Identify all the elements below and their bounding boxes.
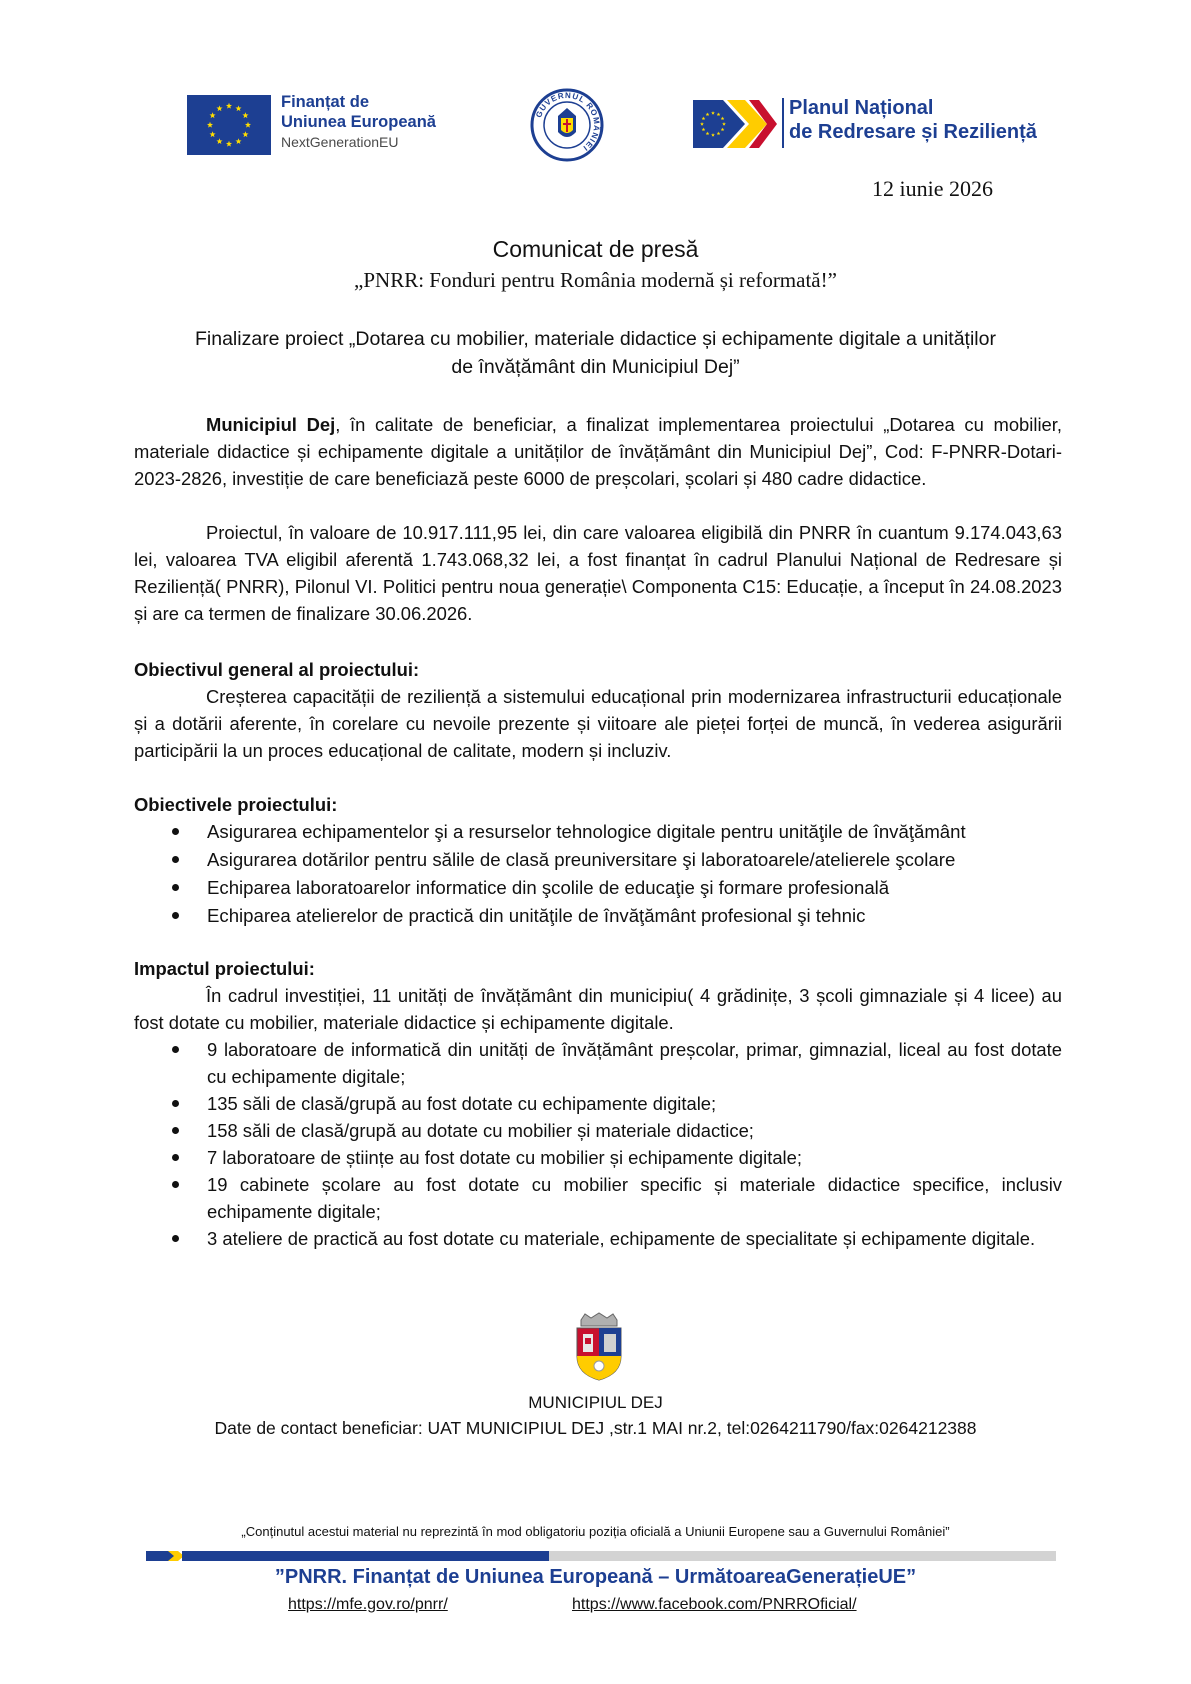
funding-paragraph: Proiectul, în valoare de 10.917.111,95 lei, din care valoarea eligibilă din PNRR în cuantum 9.174.043,63 lei, valoarea TVA eligibil aferentă 1.743.068,32 lei, a fost finanțat în cadrul Planului Național de Redresare și Reziliență( PNRR), Pilonul VI. Politici pentru noua generație\ Componenta C15: Educație, a început în 24.08.2023 și are ca termen de finalizare 30.06.2026. — [134, 522, 1062, 624]
eu-funding-logo — [187, 92, 457, 160]
pnrr-logo-line1: Planul Național — [789, 97, 934, 119]
bullet-icon — [172, 1127, 179, 1134]
bullet-icon — [172, 1154, 179, 1161]
list-item: Echiparea laboratoarelor informatice din şcolile de educaţie şi formare profesională — [134, 874, 1062, 902]
project-title-line1: Finalizare proiect „Dotarea cu mobilier, materiale didactice și echipamente digitale a unităților — [195, 328, 996, 350]
eu-flag-icon — [187, 95, 271, 155]
list-item: Echiparea atelierelor de practică din unităţile de învăţământ profesional şi tehnic — [134, 902, 1062, 930]
list-item: 9 laboratoare de informatică din unități de învățământ preșcolar, primar, gimnazial, liceal au fost dotate cu echipamente digitale; — [134, 1036, 1062, 1090]
list-item: 3 ateliere de practică au fost dotate cu materiale, echipamente de specialitate și echipamente digitale. — [134, 1225, 1062, 1252]
impact-list — [134, 1036, 1062, 1252]
pnrr-arrows-icon — [693, 100, 777, 148]
list-item: 135 săli de clasă/grupă au fost dotate cu echipamente digitale; — [134, 1090, 1062, 1117]
list-item: Asigurarea dotărilor pentru sălile de clasă preuniversitare şi laboratoarele/atelierele şcolare — [134, 846, 1062, 874]
project-title — [0, 325, 1191, 381]
page-title: Comunicat de presă — [492, 236, 699, 262]
pnrr-logo-line2: de Redresare și Reziliență — [789, 121, 1037, 143]
list-item: Asigurarea echipamentelor şi a resurselor tehnologice digitale pentru unităţile de învăţământ — [134, 818, 1062, 846]
pnrr-facebook-link[interactable]: https://www.facebook.com/PNRROficial/ — [572, 1596, 857, 1613]
beneficiary-name: Municipiul Dej — [206, 414, 336, 435]
government-seal-icon — [530, 88, 604, 162]
slogan: „PNRR: Fonduri pentru România modernă și reformată!” — [354, 268, 837, 292]
list-item: 7 laboratoare de științe au fost dotate cu mobilier și echipamente digitale; — [134, 1144, 1062, 1171]
municipality-name: MUNICIPIUL DEJ — [528, 1393, 663, 1412]
gov-seal-text: GUVERNUL ROMÂNIEI — [534, 90, 602, 154]
impact-text: În cadrul investiției, 11 unități de învățământ din municipiu( 4 grădinițe, 3 școli gimnaziale și 4 licee) au fost dotate cu mobilier, materiale didactice și echipamente digitale. — [134, 985, 1062, 1033]
document-date: 12 iunie 2026 — [872, 176, 993, 201]
project-title-line2: de învățământ din Municipiul Dej” — [451, 356, 740, 378]
eu-logo-line3: NextGenerationEU — [281, 134, 399, 150]
eu-logo-line2: Uniunea Europeană — [281, 113, 436, 131]
bullet-icon — [172, 856, 179, 863]
bullet-icon — [172, 828, 179, 835]
general-objective-text: Creșterea capacității de reziliență a sistemului educațional prin modernizarea infrastructurii educaționale și a dotării aferente, în corelare cu nevoile prezente și viitoare ale pieței forței de muncă, în vederea asigurării participării la un proces educațional de calitate, modern și incluziv. — [134, 686, 1062, 761]
bullet-icon — [172, 884, 179, 891]
contact-details: Date de contact beneficiar: UAT MUNICIPIUL DEJ ,str.1 MAI nr.2, tel:0264211790/fax:0264212388 — [214, 1418, 977, 1438]
intro-text: , în calitate de beneficiar, a finalizat implementarea proiectului „Dotarea cu mobilier, materiale didactice și echipamente digitale a unităților de învățământ din Municipiul Dej”, Cod: F-PNRR-Dotari-2023-2826, investiție de care beneficiază peste 6000 de preșcolari, școlari și 480 cadre didactice. — [134, 414, 1062, 489]
list-item: 19 cabinete școlare au fost dotate cu mobilier specific și materiale didactice specifice, inclusiv echipamente digitale; — [134, 1171, 1062, 1225]
intro-paragraph — [134, 411, 1062, 492]
bullet-icon — [172, 1235, 179, 1242]
bullet-icon — [172, 1046, 179, 1053]
disclaimer: „Conținutul acestui material nu reprezintă în mod obligatoriu poziția oficială a Uniunii Europene sau a Guvernului României” — [241, 1524, 950, 1539]
eu-logo-line1: Finanțat de — [281, 93, 370, 111]
pnrr-website-link[interactable]: https://mfe.gov.ro/pnrr/ — [288, 1596, 448, 1613]
impact-heading: Impactul proiectului: — [134, 958, 315, 979]
footer-slogan: ”PNRR. Finanțat de Uniunea Europeană – UrmătoareaGenerațieUE” — [274, 1566, 917, 1588]
objectives-list — [134, 818, 1062, 930]
list-item: 158 săli de clasă/grupă au dotate cu mobilier și materiale didactice; — [134, 1117, 1062, 1144]
pnrr-logo — [693, 96, 1053, 152]
objectives-heading: Obiectivele proiectului: — [134, 794, 338, 815]
bullet-icon — [172, 1181, 179, 1188]
bullet-icon — [172, 912, 179, 919]
general-objective-heading: Obiectivul general al proiectului: — [134, 659, 420, 680]
bullet-icon — [172, 1100, 179, 1107]
dej-coat-of-arms-icon — [573, 1312, 625, 1382]
footer-divider-bar — [146, 1549, 1056, 1563]
